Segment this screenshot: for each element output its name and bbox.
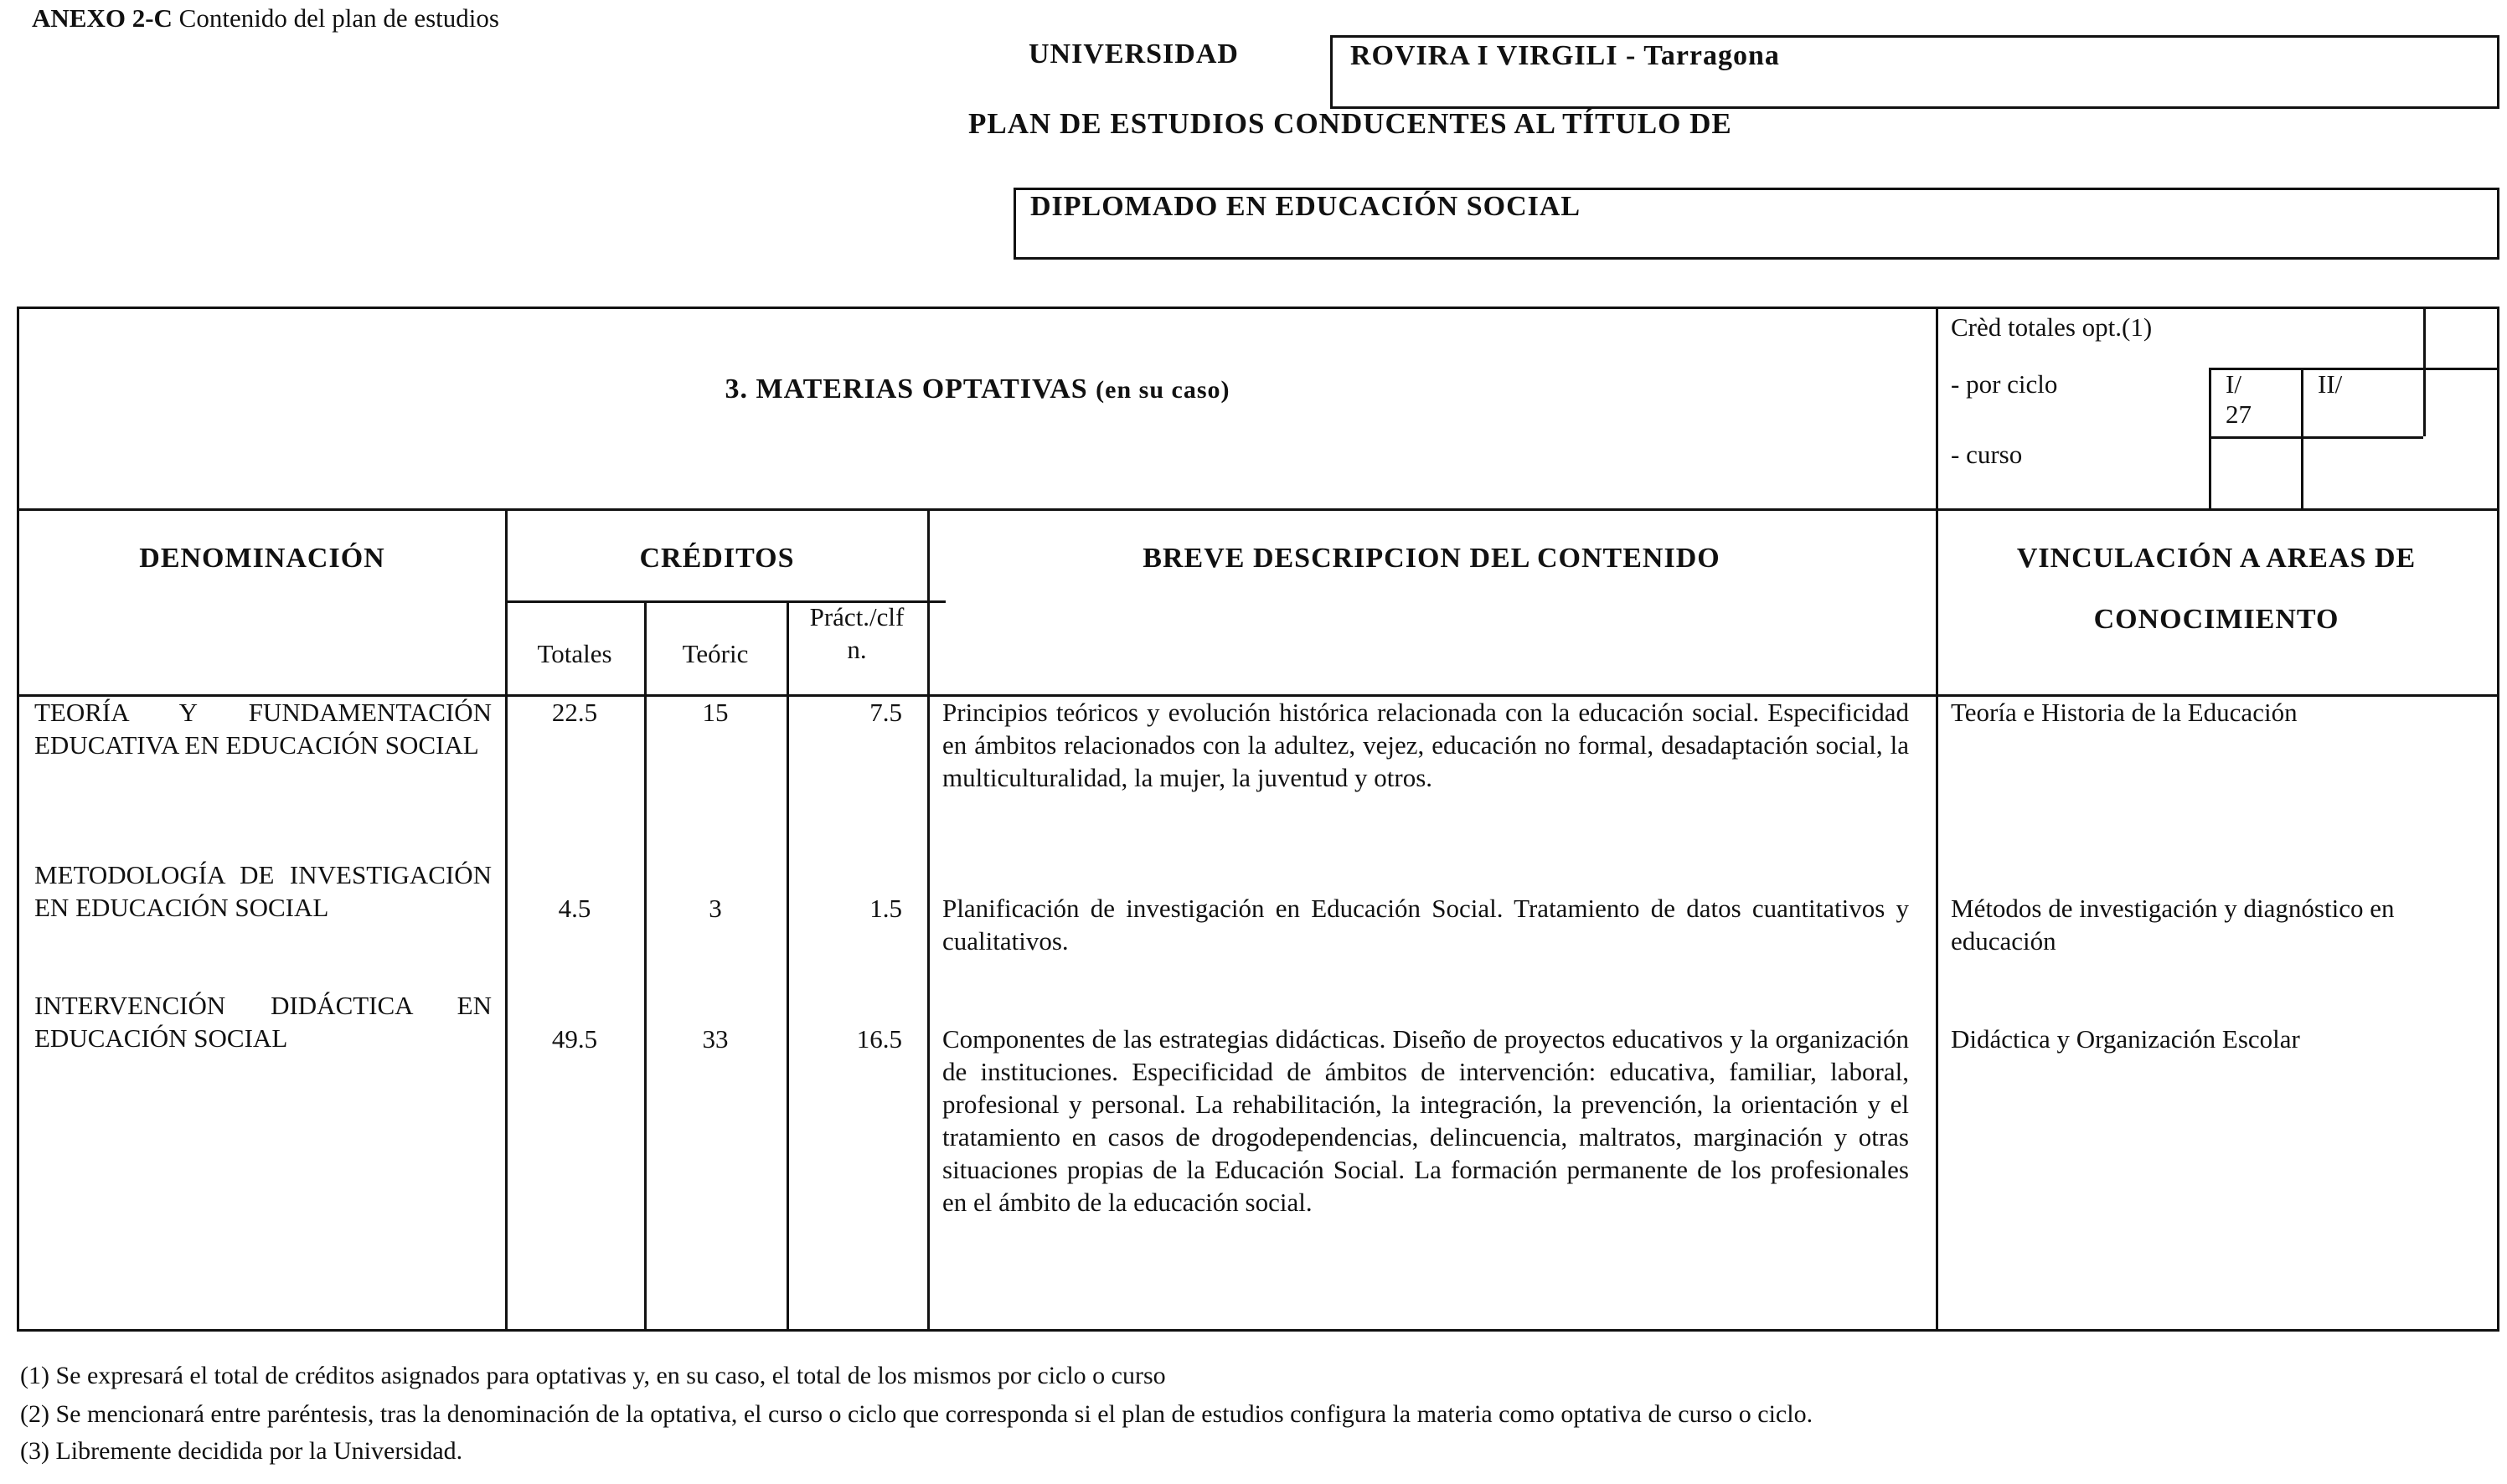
row-3-area: Didáctica y Organización Escolar (1951, 1024, 2300, 1054)
row-3-practicas: 16.5 (856, 1024, 902, 1054)
row-1-area: Teoría e Historia de la Educación (1951, 698, 2298, 727)
row-2-name: METODOLOGÍA DE INVESTIGACIÓN EN EDUCACIÓN SOCIAL (34, 860, 492, 922)
header-practicas-line2: n. (847, 635, 867, 664)
row-2-practicas: 1.5 (869, 894, 902, 923)
annex-heading (32, 3, 499, 33)
row-3-totales: 49.5 (551, 1024, 598, 1054)
row-2-description: Planificación de investigación en Educación Social. Tratamiento de datos cuantitativos y cualitativos. (942, 894, 1909, 956)
cycle-1-value: 27 (2226, 399, 2252, 429)
col-divider (2209, 368, 2211, 508)
footnote-3: (3) Libremente decidida por la Universidad. (20, 1437, 463, 1465)
por-ciclo-label: - por ciclo (1951, 369, 2058, 399)
row-1-name: TEORÍA Y FUNDAMENTACIÓN EDUCATIVA EN EDUCACIÓN SOCIAL (34, 698, 492, 760)
annex-title: Contenido del plan de estudios (178, 3, 499, 33)
section-title-text: 3. MATERIAS OPTATIVAS (725, 374, 1088, 404)
header-creditos: CRÉDITOS (639, 543, 795, 574)
credits-label: Crèd totales opt.(1) (1951, 312, 2153, 342)
row-divider (19, 508, 2497, 511)
header-vinculacion-line2: CONOCIMIENTO (2093, 604, 2339, 635)
cycle-2-label: II/ (2318, 369, 2343, 399)
row-1-practicas: 7.5 (869, 698, 902, 727)
optional-subjects-table (17, 307, 2499, 1332)
row-2-totales: 4.5 (558, 894, 591, 923)
row-divider (2209, 368, 2497, 370)
header-descripcion: BREVE DESCRIPCION DEL CONTENIDO (1143, 543, 1720, 574)
row-2-area: Métodos de investigación y diagnóstico en educación (1951, 894, 2395, 956)
section-title-note: (en su caso) (1096, 376, 1230, 404)
row-3-name: INTERVENCIÓN DIDÁCTICA EN EDUCACIÓN SOCIAL (34, 991, 492, 1053)
header-vinculacion-line1: VINCULACIÓN A AREAS DE (2016, 543, 2417, 574)
row-1-teoric: 15 (702, 698, 729, 727)
row-divider (2209, 436, 2423, 439)
row-3-teoric: 33 (702, 1024, 729, 1054)
degree-name: DIPLOMADO EN EDUCACIÓN SOCIAL (1030, 191, 1581, 222)
row-2-teoric: 3 (709, 894, 722, 923)
footnote-1: (1) Se expresará el total de créditos asignados para optativas y, en su caso, el total de los mismos por ciclo o curso (20, 1362, 1166, 1389)
col-divider (1936, 309, 1938, 508)
plan-title: PLAN DE ESTUDIOS CONDUCENTES AL TÍTULO DE (968, 107, 1732, 140)
section-title (19, 373, 1936, 406)
header-practicas (787, 600, 927, 666)
col-divider (2423, 309, 2426, 436)
cycle-1-label: I/ (2226, 369, 2241, 399)
footnote-2: (2) Se mencionará entre paréntesis, tras la denominación de la optativa, el curso o ciclo que corresponda si el plan de estudios configura la materia como optativa de curso o ciclo. (20, 1400, 1813, 1428)
header-teoric: Teóric (682, 639, 749, 668)
row-1-description: Principios teóricos y evolución histórica relacionada con la educación social. Especificidad en ámbitos relacionados con la adultez, vejez, educación no formal, desadaptación social, la multiculturalidad, la mujer, la juventud y otros. (942, 698, 1909, 792)
university-label: UNIVERSIDAD (1029, 39, 1239, 70)
header-practicas-line1: Práct./clf (809, 602, 905, 631)
row-1-totales: 22.5 (551, 698, 598, 727)
header-totales: Totales (537, 639, 612, 668)
curso-label: - curso (1951, 440, 2023, 469)
header-vinculacion (1936, 542, 2497, 636)
row-3-description: Componentes de las estrategias didácticas. Diseño de proyectos educativos y la organización de instituciones. Especificidad de ámbitos de intervención: educativa, familiar, laboral, profesional y personal. La rehabilitación, la integración, la prevención, la orientación y el tratamiento en casos de drogodependencias, delincuencia, maltratos, marginación y otras situaciones propias de la Educación Social. La formación permanente de los profesionales en el ámbito de la educación social. (942, 1024, 1909, 1217)
annex-label: ANEXO 2-C (32, 3, 173, 33)
col-divider (2301, 368, 2303, 508)
university-name: ROVIRA I VIRGILI - Tarragona (1350, 40, 1780, 71)
col-divider (927, 508, 930, 1329)
header-denominacion: DENOMINACIÓN (139, 543, 385, 574)
